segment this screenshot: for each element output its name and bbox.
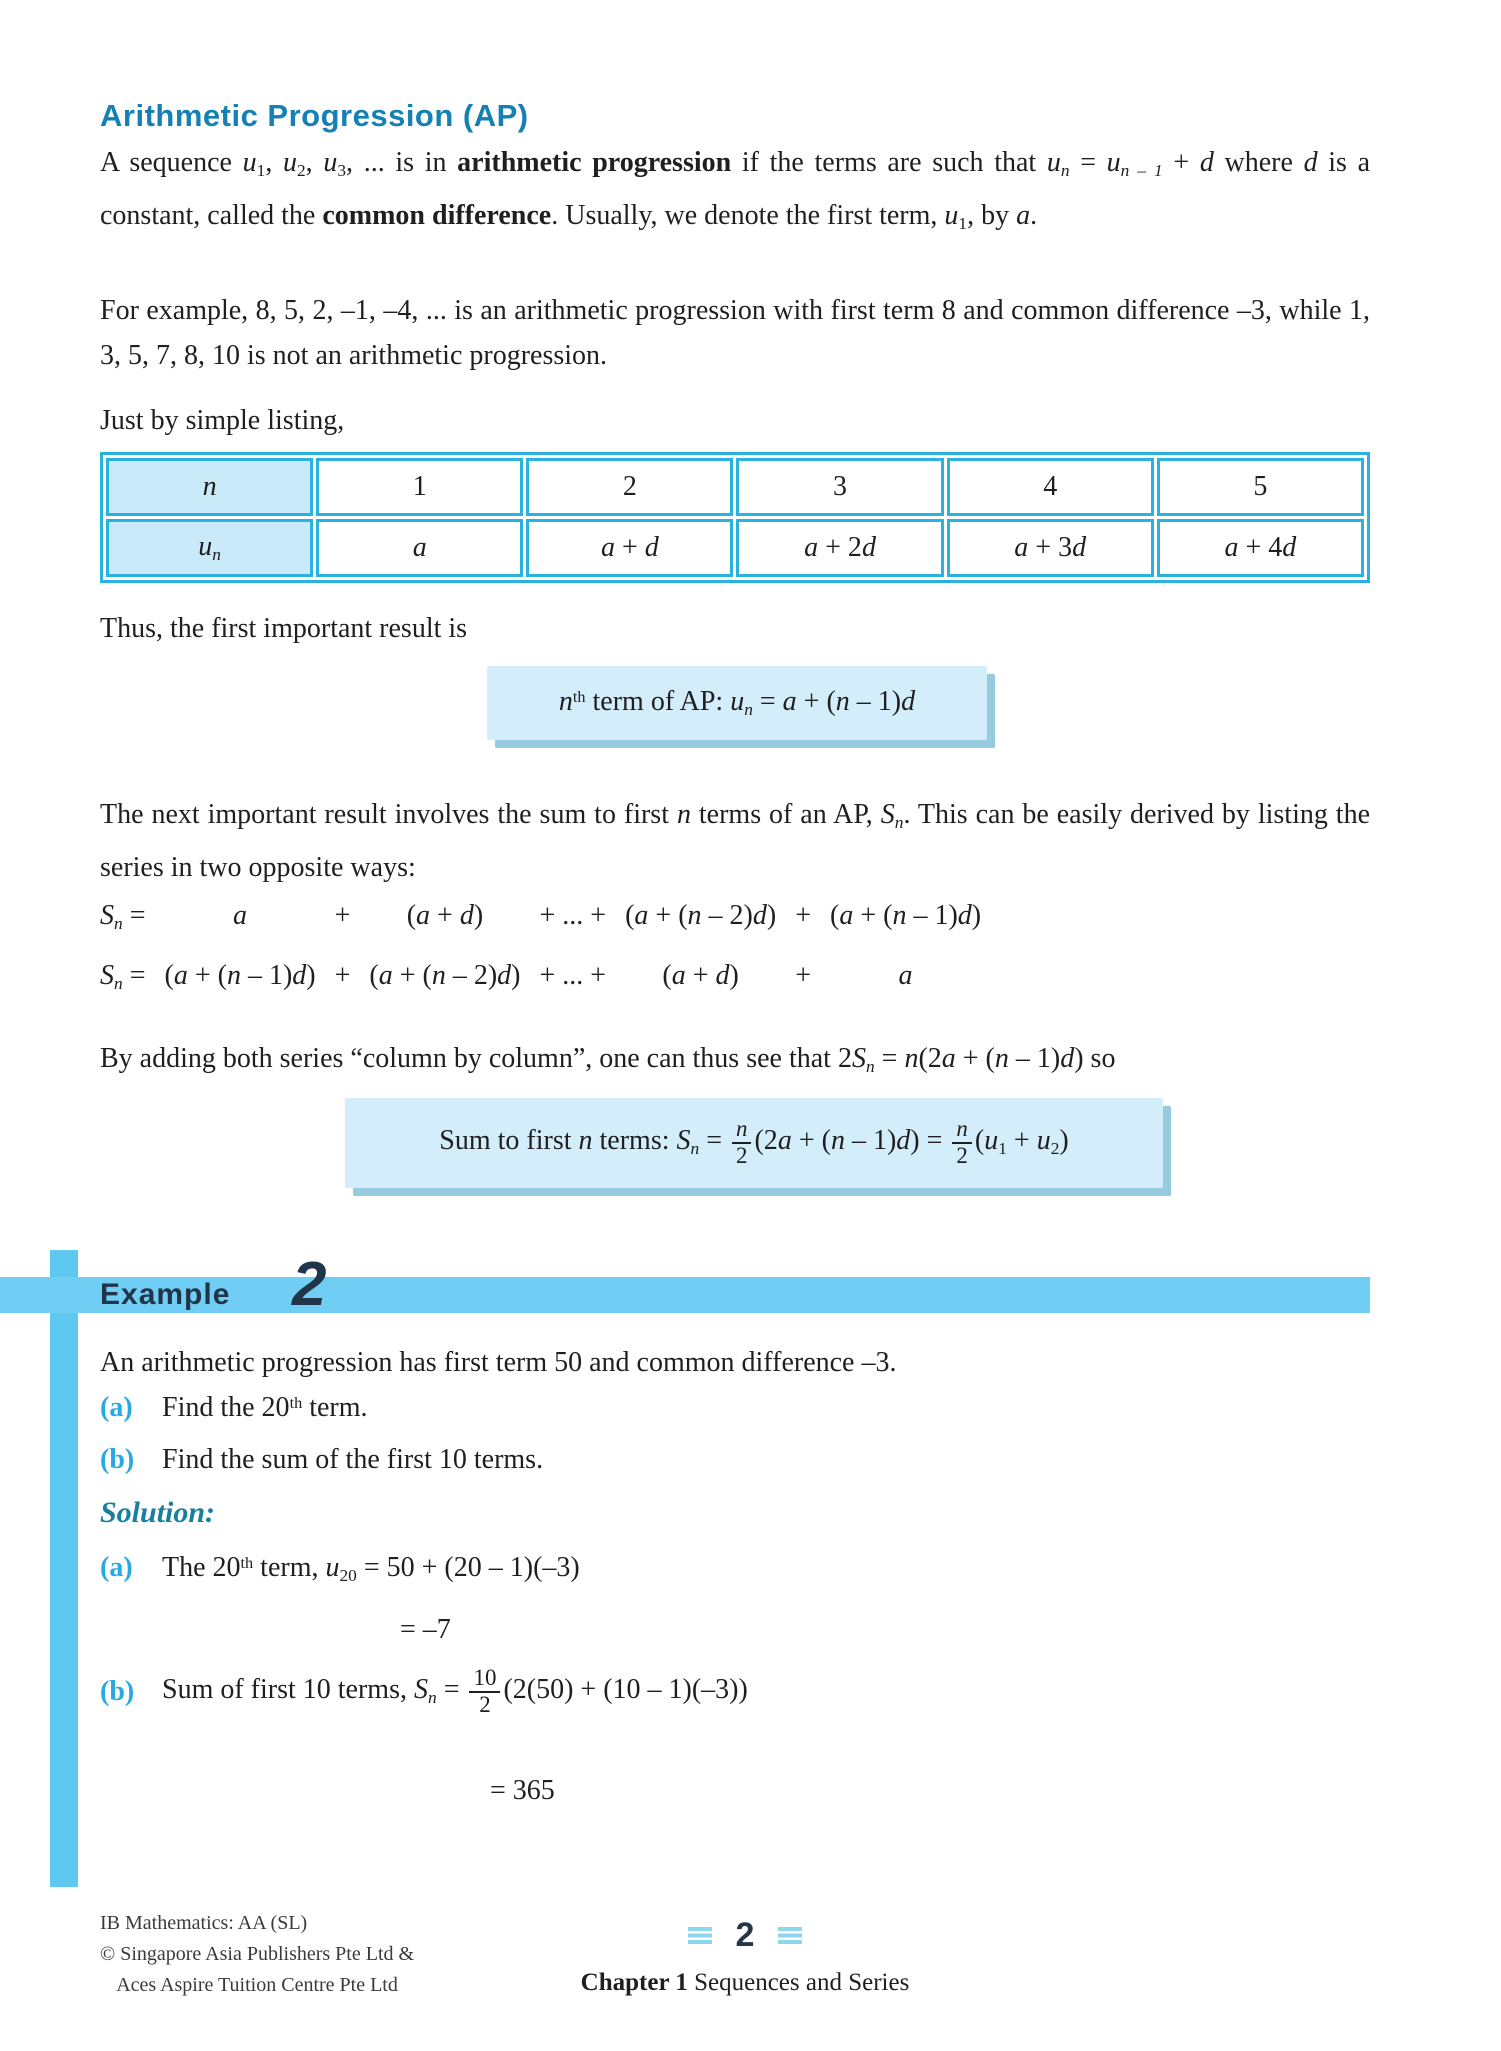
series-operator: + (334, 900, 351, 931)
series-term: $S_n$ = (100, 900, 146, 933)
example-sequence-paragraph: For example, 8, 5, 2, –1, –4, ... is an arithmetic progression with first term 8 and common difference –3, while 1, 3, 5, 7, 8, 10 is not an arithmetic progression. (100, 295, 1370, 371)
solution-a-label: (a) (100, 1552, 133, 1583)
table-cell: a + 3d (947, 519, 1154, 577)
series-ellipsis: + ... + (539, 959, 607, 991)
part-b-label: (b) (100, 1444, 135, 1475)
series-operator: + (795, 900, 811, 931)
example-part-b (100, 1444, 543, 1476)
solution-b-line2: = 365 (490, 1775, 555, 1806)
series-term: (a + (n – 2)d) (625, 900, 777, 931)
page-number: 2 (735, 1916, 755, 1954)
page-marker-icon (688, 1927, 712, 1944)
section-title: Arithmetic Progression (AP) (100, 98, 529, 133)
series-term: $S_n$ = (100, 959, 146, 993)
intro-paragraph: A sequence $u_1$, $u_2$, $u_3$, ... is in arithmetic progression if the terms are such that $u_n = u_{n - 1} + d$ where d is a constant, called the common difference. Usually, we denote the first term, $u_1$, by a. (100, 147, 1371, 233)
table-cell: a + d (526, 519, 733, 577)
listing-lead-in: Just by simple listing, (100, 405, 345, 436)
table-cell: 2 (526, 458, 733, 516)
series-derivation (100, 900, 981, 994)
part-a-text: Find the 20th term. (162, 1392, 368, 1423)
table-cell: 3 (736, 458, 943, 516)
sum-result-paragraph: The next important result involves the sum to first n terms of an AP, $S_n$. This can be easily derived by listing the series in two opposite ways: (100, 799, 1371, 883)
example-number: 2 (292, 1250, 327, 1319)
series-term: (a + d) (406, 900, 484, 931)
example-part-a (100, 1392, 368, 1424)
example-banner (0, 1250, 1370, 1319)
series-term: a (898, 959, 913, 991)
first-result-lead-in: Thus, the first important result is (100, 613, 468, 644)
listing-table (100, 452, 1370, 583)
solution-b-working: Sum of first 10 terms, $S_n$ = $\frac{10}{2}$ (2(50) + (10 – 1)(–3)) (162, 1665, 748, 1717)
part-b-text: Find the sum of the first 10 terms. (162, 1444, 544, 1475)
publisher-line: © Singapore Asia Publishers Pte Ltd & (100, 1943, 415, 1965)
table-cell: n (106, 458, 313, 516)
table-cell: 5 (1157, 458, 1364, 516)
table-cell: a (316, 519, 523, 577)
chapter-title: Sequences and Series (694, 1969, 910, 1996)
example-intro: An arithmetic progression has first term 50 and common difference –3. (100, 1347, 897, 1378)
example-label: Example (100, 1278, 231, 1311)
series-term: (a + (n – 2)d) (369, 959, 521, 991)
solution-heading: Solution: (100, 1496, 216, 1529)
series-term: (a + (n – 1)d) (830, 900, 982, 931)
page-marker-icon (778, 1927, 802, 1944)
table-row-n (106, 458, 1364, 516)
solution-b-line1 (100, 1650, 748, 1734)
solution-a-line2: = –7 (400, 1614, 451, 1645)
table-cell: $u_n$ (106, 519, 313, 577)
solution-a-working: The 20th term, $u_{20} = 50 + (20 - 1)(-3)$ (162, 1552, 580, 1585)
part-a-label: (a) (100, 1392, 133, 1423)
series-operator: + (334, 959, 351, 991)
chapter-label: Chapter 1 (580, 1969, 688, 1996)
page-footer (300, 1916, 1190, 1997)
table-row-un (106, 519, 1364, 577)
table-cell: a + 4d (1157, 519, 1364, 577)
table-cell: a + 2d (736, 519, 943, 577)
example-side-bar (50, 1250, 78, 1887)
sum-formula-box (345, 1098, 1163, 1188)
sum-formula: Sum to first n terms: $S_n$ = $\frac{n}{2}$ (2a + (n – 1)d) = $\frac{n}{2}$ $(u_1 + u_2)$ (439, 1116, 1069, 1168)
series-term: (a + (n – 1)d) (164, 959, 316, 991)
series-term: (a + d) (662, 959, 739, 991)
series-term: a (233, 900, 248, 931)
table-cell: 1 (316, 458, 523, 516)
series-ellipsis: + ... + (539, 900, 607, 931)
column-by-column-paragraph: By adding both series “column by column”, one can thus see that $2S_n = n(2a + (n - 1)d)$ so (100, 1043, 1116, 1076)
nth-term-formula-box (487, 666, 987, 740)
publisher-line: Aces Aspire Tuition Centre Pte Ltd (116, 1974, 398, 1996)
chapter-caption (300, 1969, 1190, 1997)
nth-term-formula: $n^{th}$ term of AP: $u_n = a + (n - 1)d$ (558, 686, 916, 719)
table-cell: 4 (947, 458, 1154, 516)
series-operator: + (795, 959, 811, 991)
publisher-line: IB Mathematics: AA (SL) (100, 1912, 308, 1934)
solution-b-label: (b) (100, 1676, 135, 1707)
solution-a-line1 (100, 1552, 580, 1586)
page-number-row (300, 1916, 1190, 1955)
